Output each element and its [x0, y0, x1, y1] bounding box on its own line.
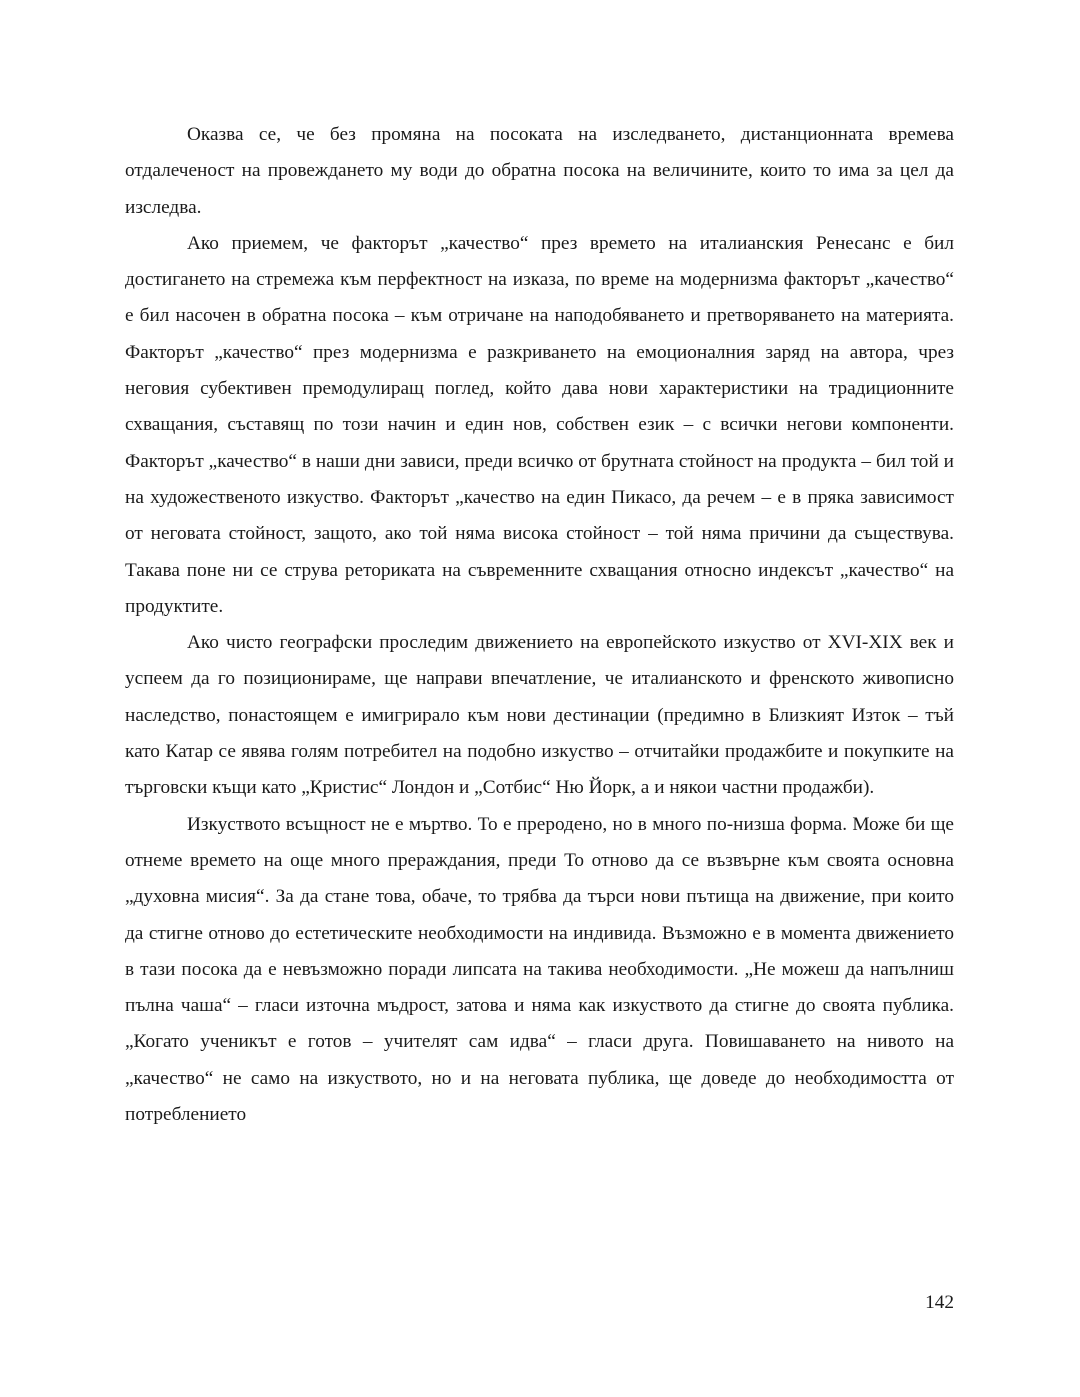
paragraph-1: Оказва се, че без промяна на посоката на изследването, дистанционната времева отдалеченост на провеждането му води до обратна посока на величините, които то има за цел да изследва. — [125, 124, 954, 218]
page-number: 142 — [925, 1292, 954, 1313]
paragraph-2: Ако приемем, че факторът „качество“ през времето на италианския Ренесанс е бил достигането на стремежа към перфектност на изказа, по време на модернизма факторът „качество“ е бил насочен в обратна посока – към отричане на наподобяването и претворяването на материята. Факторът „качество“ през модернизма е разкриването на емоционалния заряд на автора, чрез неговия субективен премодулиращ поглед, който дава нови характеристики на традиционните схващания, съставящ по този начин и един нов, собствен език – с всички негови компоненти. Факторът „качество“ в наши дни зависи, преди всичко от брутната стойност на продукта – бил той и на художественото изкуство. Факторът „качество на един Пикасо, да речем – е в пряка зависимост от неговата стойност, защото, ако той няма висока стойност – той няма причини да съществува. Такава поне ни се струва реториката на съвременните схващания относно индексът „качество“ на продуктите. — [125, 232, 954, 617]
paragraph-4: Изкуството всъщност не е мъртво. То е преродено, но в много по-низша форма. Може би ще отнеме времето на още много прераждания, преди То отново да се възвърне към своята основна „духовна мисия“. За да стане това, обаче, то трябва да търси нови пътища на движение, при които да стигне отново до естетическите необходимости на индивида. Възможно е в момента движението в тази посока да е невъзможно поради липсата на такива необходимости. „Не можеш да напълниш пълна чаша“ – гласи източна мъдрост, затова и няма как изкуството да стигне до своята публика. „Когато ученикът е готов – учителят сам идва“ – гласи друга. Повишаването на нивото на „качество“ не само на изкуството, но и на неговата публика, ще доведе до необходимостта от потреблението — [125, 813, 954, 1126]
paragraph-3: Ако чисто географски проследим движението на европейското изкуство от XVI-XIX век и успеем да го позиционираме, ще направи впечатление, че италианското и френското живописно наследство, понастоящем е имигрирало към нови дестинации (предимно в Близкият Изток – тъй като Катар се явява голям потребител на подобно изкуство – отчитайки продажбите и покупките на търговски къщи като „Кристис“ Лондон и „Сотбис“ Ню Йорк, а и някои частни продажби). — [125, 632, 954, 799]
body-text — [125, 117, 954, 1133]
